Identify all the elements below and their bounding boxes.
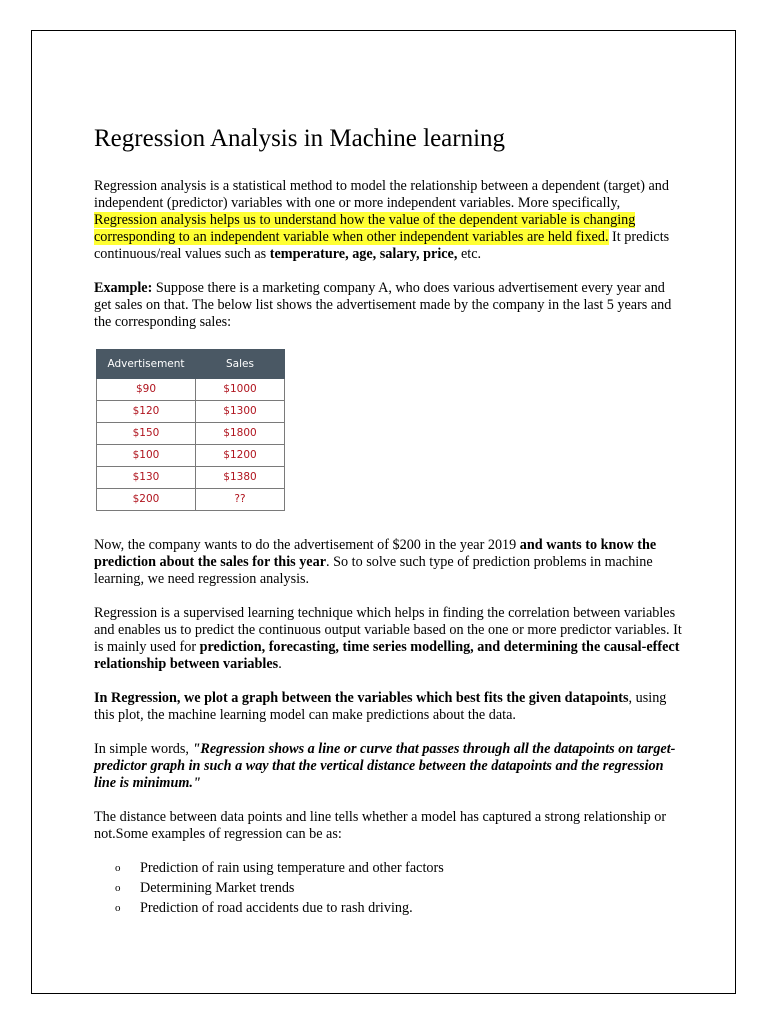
table-cell-advertisement: $150 [97,423,196,445]
definition-text: In simple words, [94,741,193,757]
list-item [94,860,684,877]
table-cell-advertisement: $130 [97,467,196,489]
distance-paragraph: The distance between data points and line tells whether a model has captured a strong relationship or not.Some examples of regression can be as: [94,809,667,842]
definition-paragraph [94,741,684,792]
intro-text-3: etc. [457,246,482,262]
table-row [97,445,285,467]
prediction-text-2: . So to solve such type of prediction problems in machine learning, we need regression analysis. [94,554,653,587]
plot-bold: In Regression, we plot a graph between the variables which best fits the given datapoints [94,690,629,706]
examples-list [94,860,684,917]
intro-bold: temperature, age, salary, price, [269,246,458,262]
example-label: Example: [94,280,153,296]
example-text: Suppose there is a marketing company A, who does various advertisement every year and get sales on that. The below list shows the advertisement made by the company in the last 5 years and the corresponding sales: [94,280,672,330]
plot-text: , using this plot, the machine learning model can make predictions about the data. [94,690,667,723]
prediction-text: Now, the company wants to do the advertisement of $200 in the year 2019 [94,537,520,553]
table-cell-sales: $1200 [196,445,285,467]
regression-paragraph [94,605,684,673]
page-title: Regression Analysis in Machine learning [94,125,506,152]
table-row [97,489,285,511]
list-item-text: Determining Market trends [140,880,295,896]
list-item [94,900,684,917]
prediction-paragraph [94,537,684,588]
table-row [97,379,285,401]
table-cell-advertisement: $90 [97,379,196,401]
definition-quote: "Regression shows a line or curve that passes through all the datapoints on target-predictor graph in such a way that the vertical distance between the datapoints and the regression line is minimum." [94,741,676,791]
table-row [97,423,285,445]
table-row [97,467,285,489]
bullet-icon: o [115,902,121,914]
table-cell-advertisement: $100 [97,445,196,467]
plot-paragraph [94,690,684,724]
table-cell-sales: $1300 [196,401,285,423]
table-cell-advertisement: $120 [97,401,196,423]
table-cell-sales: ?? [196,489,285,511]
intro-text: Regression analysis is a statistical method to model the relationship between a dependent (target) and independent (predictor) variables with one or more independent variables. More specifically, [94,178,669,211]
column-header-advertisement: Advertisement [97,350,196,379]
document-page [31,30,736,994]
table-cell-sales: $1000 [196,379,285,401]
column-header-sales: Sales [196,350,285,379]
table-row [97,401,285,423]
regression-bold: prediction, forecasting, time series modelling, and determining the causal-effect relationship between variables [94,639,680,672]
intro-paragraph [94,178,684,263]
regression-text: Regression is a supervised learning technique which helps in finding the correlation between variables and enables us to predict the continuous output variable based on the one or more predictor variables. It is mainly used for [94,605,682,655]
table-cell-advertisement: $200 [97,489,196,511]
bullet-icon: o [115,862,121,874]
prediction-bold: and wants to know the prediction about the sales for this year [94,537,657,570]
intro-text-2: It predicts continuous/real values such as [94,229,670,262]
example-paragraph [94,280,684,331]
regression-text-2: . [278,656,282,672]
bullet-icon: o [115,882,121,894]
list-item-text: Prediction of road accidents due to rash driving. [140,900,413,916]
list-item [94,880,684,897]
table-header-row [97,350,285,379]
table-cell-sales: $1380 [196,467,285,489]
list-item-text: Prediction of rain using temperature and other factors [140,860,444,876]
sales-table [96,349,285,511]
document-content [94,125,684,920]
table-cell-sales: $1800 [196,423,285,445]
highlighted-text: Regression analysis helps us to understand how the value of the dependent variable is changing corresponding to an independent variable when other independent variables are held fixed. [94,212,636,245]
